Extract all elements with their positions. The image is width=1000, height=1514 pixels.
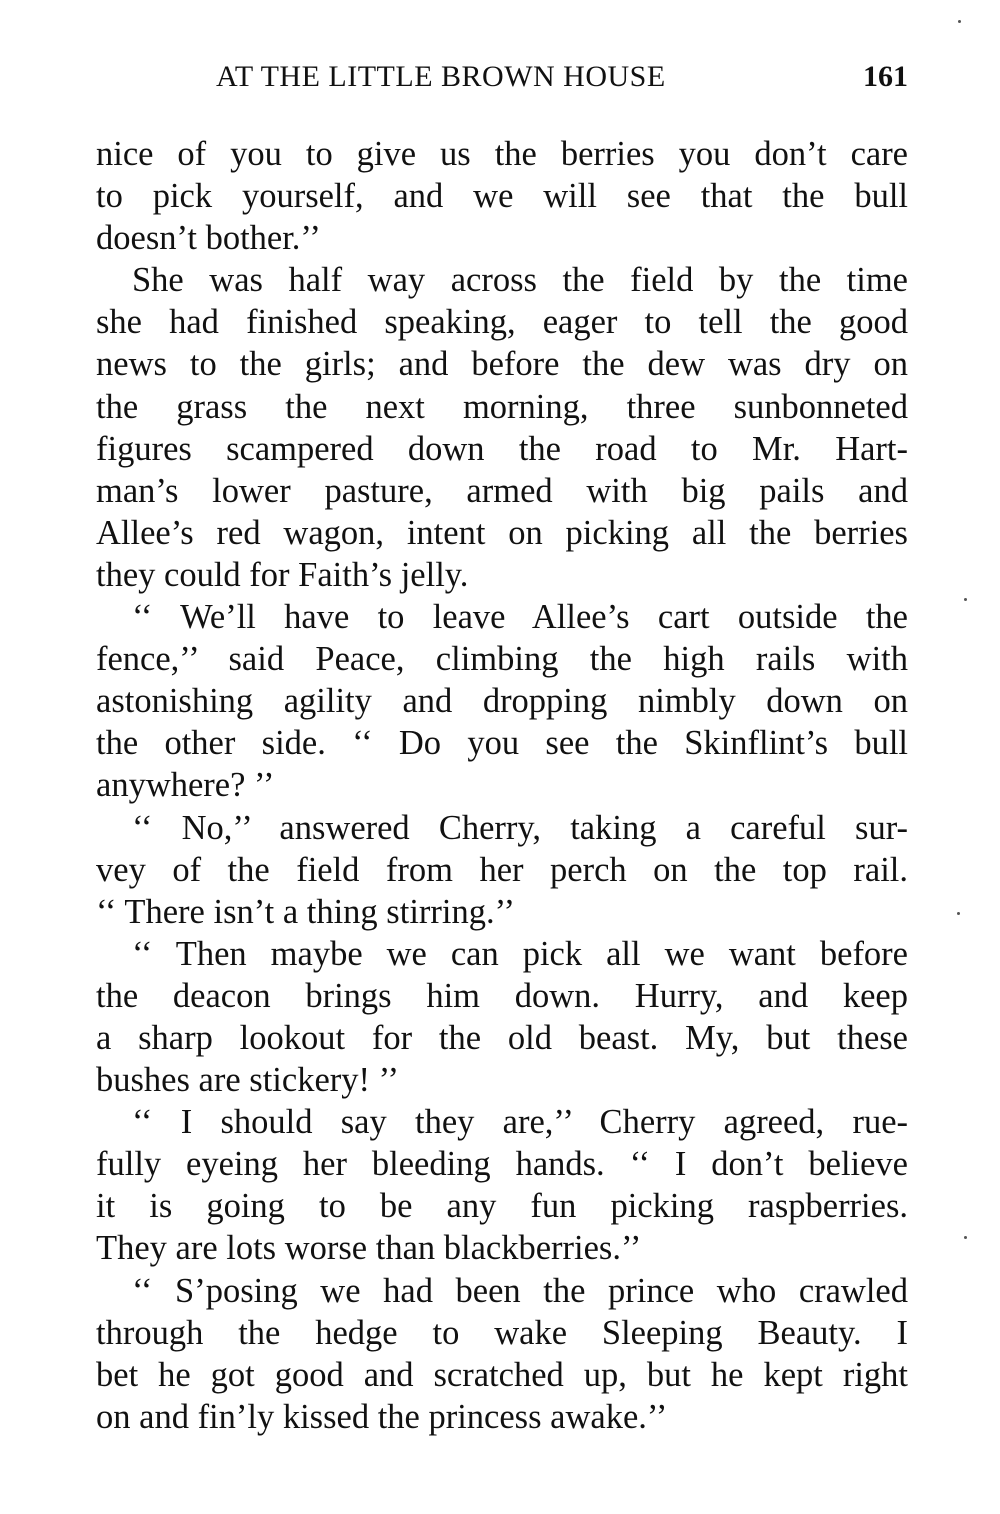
text-line: anywhere? ’’ (96, 766, 275, 805)
text-line: the deacon brings him down. Hurry, and keep (96, 976, 908, 1015)
text-line: ‘‘ We’ll have to leave Allee’s cart outside the (132, 598, 908, 637)
scan-speck (964, 598, 967, 601)
text-line: Allee’s red wagon, intent on picking all the berries (96, 513, 908, 552)
text-line: news to the girls; and before the dew was dry on (96, 345, 908, 384)
text-line: man’s lower pasture, armed with big pails and (96, 471, 908, 510)
text-line: doesn’t bother.’’ (96, 219, 321, 258)
text-line: fully eyeing her bleeding hands. ‘‘ I don’t believe (96, 1145, 908, 1184)
text-line: ‘‘ Then maybe we can pick all we want before (132, 934, 908, 973)
text-line: to pick yourself, and we will see that the bull (96, 177, 908, 216)
text-line: a sharp lookout for the old beast. My, but these (96, 1018, 908, 1057)
text-line: ‘‘ No,’’ answered Cherry, taking a careful sur- (132, 808, 908, 847)
running-head: AT THE LITTLE BROWN HOUSE (216, 60, 666, 93)
text-line: it is going to be any fun picking raspberries. (96, 1187, 908, 1226)
text-line: ‘‘ S’posing we had been the prince who crawled (132, 1271, 908, 1310)
text-line: figures scampered down the road to Mr. Hart- (96, 429, 908, 468)
text-line: through the hedge to wake Sleeping Beauty. I (96, 1313, 908, 1352)
text-line: ‘‘ There isn’t a thing stirring.’’ (96, 892, 516, 931)
text-line: they could for Faith’s jelly. (96, 555, 469, 594)
text-line: she had finished speaking, eager to tell the good (96, 303, 908, 342)
text-line: astonishing agility and dropping nimbly down on (96, 682, 908, 721)
scan-speck (957, 912, 960, 915)
scan-speck (964, 1236, 967, 1239)
text-line: ‘‘ I should say they are,’’ Cherry agreed, rue- (132, 1103, 908, 1142)
body-text (96, 133, 908, 1438)
text-line: the grass the next morning, three sunbonneted (96, 387, 908, 426)
text-line: bet he got good and scratched up, but he kept right (96, 1355, 908, 1394)
text-line: the other side. ‘‘ Do you see the Skinflint’s bull (96, 724, 908, 763)
text-line: nice of you to give us the berries you don’t care (96, 135, 908, 173)
text-line: on and fin’ly kissed the princess awake.’’ (96, 1397, 668, 1436)
text-line: fence,’’ said Peace, climbing the high rails with (96, 640, 908, 679)
text-line: bushes are stickery! ’’ (96, 1061, 400, 1100)
page-number: 161 (863, 60, 908, 93)
scan-speck (958, 20, 961, 23)
text-line: vey of the field from her perch on the top rail. (96, 850, 908, 889)
text-line: They are lots worse than blackberries.’’ (96, 1229, 642, 1268)
page-header (96, 60, 908, 100)
text-line: She was half way across the field by the time (132, 261, 908, 300)
